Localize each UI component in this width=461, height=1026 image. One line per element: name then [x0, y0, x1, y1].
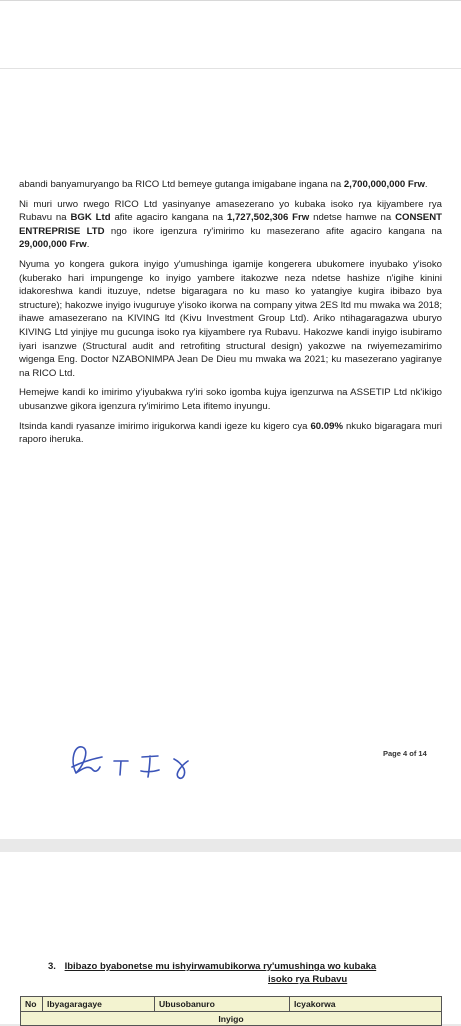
page-top-rule — [0, 68, 461, 69]
paragraph — [19, 178, 442, 192]
header-explanation: Ubusobanuro — [155, 997, 290, 1012]
table-header-row — [21, 997, 442, 1012]
header-action: Icyakorwa — [290, 997, 442, 1012]
bold-text: 60.09% — [310, 420, 343, 432]
table-row — [21, 1012, 442, 1026]
text-run: Ni muri urwo rwego RICO Ltd yasinyanye amasezerano yo kubaka isoko rya kijyambere rya Rubavu na — [19, 198, 442, 224]
header-findings: Ibyagaragaye — [43, 997, 155, 1012]
text-run: abandi banyamuryango ba RICO Ltd bemeye gutanga imigabane ingana na — [19, 179, 344, 190]
issues-table — [20, 996, 442, 1026]
text-run: Nyuma yo kongera gukora inyigo y'umushinga igamije kongerera ubukomere inyubako y'isoko (kuberako hari impungenge ko inyigo yambere itakozwe neza ndetse hashize n'igihe kinini idakoreshwa kandi ituzuye, ndetse bigaragara no ku maso ko yatangiye kugira ibibazo bya structure); hakozwe inyigo ivuguruye y'isoko ikorwa na company yitwa 2ES ltd mu mwaka wa 2018; ihawe amasezerano na KIVING ltd (Kivu Investment Group Ltd). Ariko ntihagaragazwa uburyo KIVING Ltd yinjiye mu gucunga isoko rya kijyambere rya Rubavu. Hakozwe kandi inyigo isubiramo iyari isanzwe (Structural audit and retrofiting structural design) yakozwe na rwiyemezamirimo wigenga Eng. Doctor NZABONIMPA Jean De Dieu mu mwaka wa 2021; ku masezerano yagiranye na RICO Ltd. — [19, 258, 442, 379]
body-text — [19, 178, 442, 453]
paragraph — [19, 420, 442, 447]
text-run: . — [86, 239, 90, 251]
bold-text: CONSENT ENTREPRISE LTD — [19, 212, 442, 237]
text-run: afite agaciro kangana na — [110, 212, 227, 224]
text-run: ngo ikore igenzura ry'imirimo ku masezerano afite agaciro kangana na — [104, 225, 442, 237]
page-number: Page 4 of 14 — [383, 749, 427, 758]
paragraph — [19, 386, 442, 413]
text-run: Itsinda kandi ryasanze imirimo irigukorwa kandi igeze ku kigero cya — [19, 420, 311, 432]
bold-text: BGK Ltd — [70, 212, 111, 224]
bold-text: 1,727,502,306 Frw — [226, 212, 310, 224]
handwritten-signature — [62, 739, 232, 789]
group-row-label: Inyigo — [21, 1012, 442, 1026]
section-title-line2: isoko rya Rubavu — [268, 974, 348, 985]
text-run: nkuko bigaragara muri raporo iheruka. — [19, 420, 442, 446]
section-number: 3. — [48, 961, 56, 972]
bold-text: 29,000,000 Frw — [19, 239, 87, 251]
section-title-line1: Ibibazo byabonetse mu ishyirwamubikorwa ry'umushinga wo kubaka — [64, 961, 377, 972]
header-no: No — [21, 997, 43, 1012]
paragraph — [19, 198, 442, 252]
bold-text: 2,700,000,000 Frw — [343, 179, 425, 190]
text-run: Hemejwe kandi ko imirimo y'iyubakwa ry'iri soko igomba kujya igenzurwa na ASSETIP Ltd nk'ikigo ubusanzwe gikora igenzura ry'imirimo Leta ifitemo inyungu. — [19, 387, 442, 412]
text-run: ndetse hamwe na — [309, 212, 396, 224]
section-heading — [48, 960, 448, 986]
text-run: . — [424, 179, 428, 190]
paragraph — [19, 258, 442, 380]
